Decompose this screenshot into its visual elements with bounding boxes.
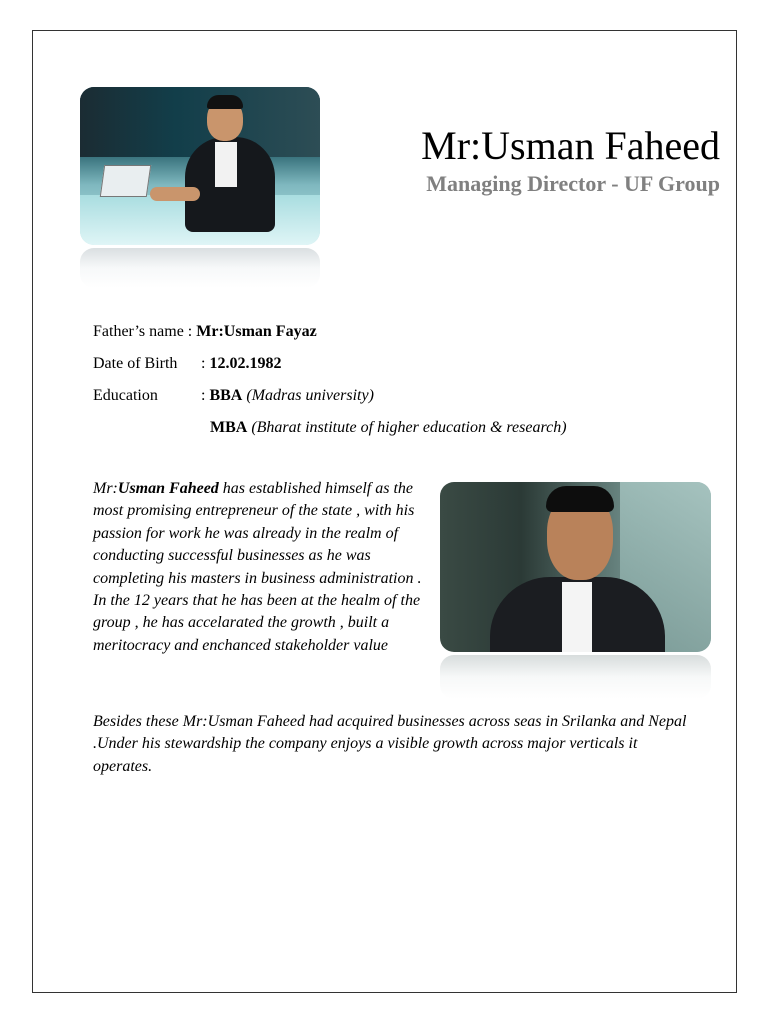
education-institute-2: (Bharat institute of higher education & research) bbox=[251, 419, 567, 436]
bio-paragraph-2: Besides these Mr:Usman Faheed had acquired businesses across seas in Srilanka and Nepal .Under his stewardship the company enjoys a visible growth across major verticals it operates. bbox=[93, 713, 687, 775]
bio-paragraph-1 bbox=[93, 478, 428, 657]
dob-colon: : bbox=[201, 355, 206, 372]
person-role: Managing Director - UF Group bbox=[426, 171, 720, 196]
dob-value: 12.02.1982 bbox=[209, 355, 282, 372]
office-photo-reflection bbox=[80, 248, 320, 288]
dob-label: Date of Birth bbox=[93, 355, 178, 372]
portrait-photo-image bbox=[440, 482, 711, 652]
bio-text: has established himself as the most promising entrepreneur of the state , with his passion for work he was already in the realm of conducting successful businesses as he was completing his masters in business administration . In the 12 years that he has been at the healm of the group , he has accelarated the growth , built a meritocracy and enchanced stakeholder value bbox=[93, 480, 422, 654]
bio-name: Usman Faheed bbox=[117, 480, 219, 497]
education-institute-1: (Madras university) bbox=[246, 387, 374, 404]
bio-prefix: Mr: bbox=[93, 480, 118, 497]
office-photo bbox=[80, 87, 320, 288]
father-name-colon: : bbox=[187, 323, 193, 340]
father-name-row bbox=[93, 320, 567, 352]
father-name-value: Mr:Usman Fayaz bbox=[196, 323, 317, 340]
education-row-2 bbox=[93, 416, 567, 448]
education-degree-1: BBA bbox=[209, 387, 243, 404]
personal-details bbox=[93, 320, 567, 448]
education-degree-2: MBA bbox=[210, 419, 248, 436]
education-colon: : bbox=[201, 387, 206, 404]
person-name: Mr:Usman Faheed bbox=[421, 123, 720, 168]
dob-row bbox=[93, 352, 567, 384]
portrait-photo bbox=[440, 482, 711, 699]
education-label: Education bbox=[93, 387, 158, 404]
education-row bbox=[93, 384, 567, 416]
father-name-label: Father’s name bbox=[93, 323, 188, 340]
portrait-photo-reflection bbox=[440, 655, 711, 699]
office-photo-image bbox=[80, 87, 320, 245]
